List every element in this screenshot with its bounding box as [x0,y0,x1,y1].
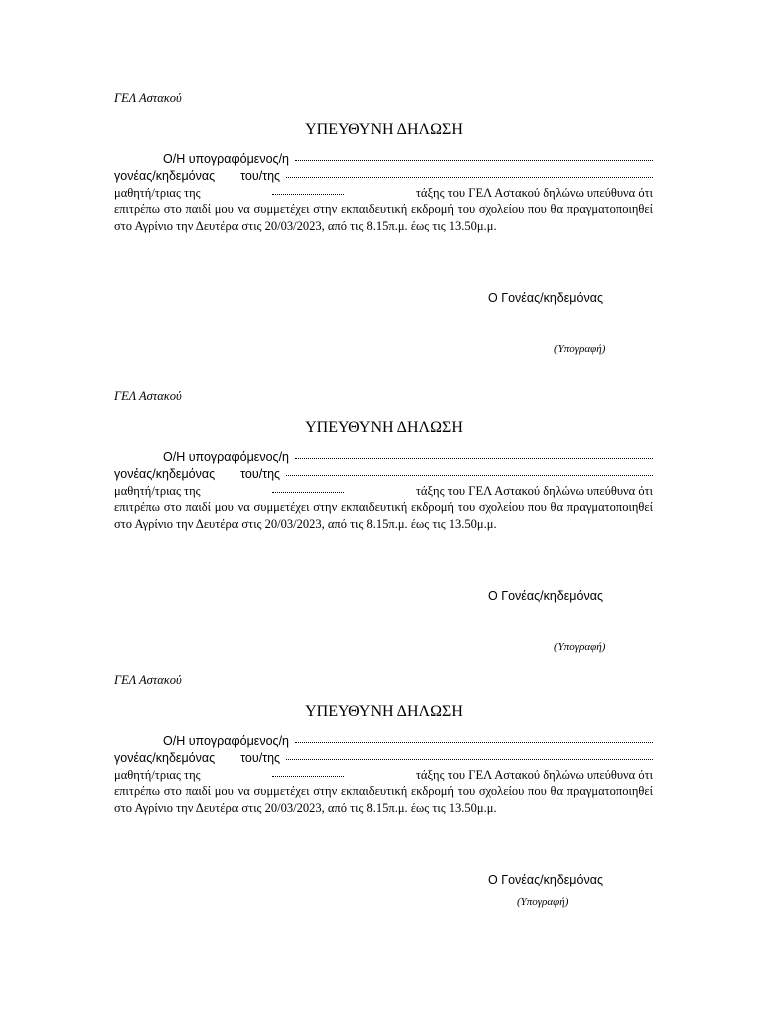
signatory-name-blank[interactable] [295,149,653,161]
student-name-blank[interactable] [286,166,653,178]
student-class-line [114,185,653,201]
guardian-line [114,168,653,184]
signatory-line [114,449,653,465]
signature-placeholder: (Υπογραφή) [554,641,606,653]
signatory-label: Ο/Η υπογραφόμενος/η [163,450,290,464]
school-name: ΓΕΛ Αστακού [114,673,182,687]
student-label: μαθητή/τριας της [114,484,201,498]
class-text: τάξης του ΓΕΛ Αστακού δηλώνω υπεύθυνα ότι [415,186,653,200]
school-name: ΓΕΛ Αστακού [114,91,182,105]
signatory-line [114,733,653,749]
form-title: ΥΠΕΥΘΥΝΗ ΔΗΛΩΣΗ [305,703,463,720]
student-name-blank[interactable] [286,464,653,476]
form-title: ΥΠΕΥΘΥΝΗ ΔΗΛΩΣΗ [305,419,463,436]
signatory-label: Ο/Η υπογραφόμενος/η [163,734,290,748]
of-label: του/της [240,751,281,765]
guardian-signature-label: Ο Γονέας/κηδεμόνας [488,589,603,603]
guardian-label: γονέας/κηδεμόνας [114,467,216,481]
class-text: τάξης του ΓΕΛ Αστακού δηλώνω υπεύθυνα ότι [415,768,653,782]
declaration-body: επιτρέπω στο παιδί μου να συμμετέχει στην εκπαιδευτική εκδρομή του σχολείου που θα πραγματοποιηθεί στο Αγρίνιο την Δευτέρα στις 20/03/2023, από τις 8.15π.μ. έως τις 13.50μ.μ. [114,784,653,815]
class-blank[interactable] [272,183,344,195]
of-label: του/της [240,169,281,183]
declaration-form-2 [0,389,768,679]
student-label: μαθητή/τριας της [114,768,201,782]
declaration-body: επιτρέπω στο παιδί μου να συμμετέχει στην εκπαιδευτική εκδρομή του σχολείου που θα πραγματοποιηθεί στο Αγρίνιο την Δευτέρα στις 20/03/2023, από τις 8.15π.μ. έως τις 13.50μ.μ. [114,500,653,531]
student-class-line [114,483,653,499]
guardian-label: γονέας/κηδεμόνας [114,751,216,765]
class-blank[interactable] [272,765,344,777]
guardian-signature-label: Ο Γονέας/κηδεμόνας [488,291,603,305]
school-name: ΓΕΛ Αστακού [114,389,182,403]
form-title: ΥΠΕΥΘΥΝΗ ΔΗΛΩΣΗ [305,121,463,138]
signatory-name-blank[interactable] [295,447,653,459]
signature-placeholder: (Υπογραφή) [554,343,606,355]
class-blank[interactable] [272,481,344,493]
signatory-line [114,151,653,167]
student-class-line [114,767,653,783]
signatory-label: Ο/Η υπογραφόμενος/η [163,152,290,166]
declaration-body: επιτρέπω στο παιδί μου να συμμετέχει στην εκπαιδευτική εκδρομή του σχολείου που θα πραγματοποιηθεί στο Αγρίνιο την Δευτέρα στις 20/03/2023, από τις 8.15π.μ. έως τις 13.50μ.μ. [114,202,653,233]
guardian-signature-label: Ο Γονέας/κηδεμόνας [488,873,603,887]
student-name-blank[interactable] [286,748,653,760]
guardian-line [114,466,653,482]
signatory-name-blank[interactable] [295,731,653,743]
signature-placeholder: (Υπογραφή) [517,896,569,908]
student-label: μαθητή/τριας της [114,186,201,200]
class-text: τάξης του ΓΕΛ Αστακού δηλώνω υπεύθυνα ότι [415,484,653,498]
declaration-form-3 [0,673,768,963]
declaration-form-1 [0,91,768,381]
guardian-line [114,750,653,766]
guardian-label: γονέας/κηδεμόνας [114,169,216,183]
of-label: του/της [240,467,281,481]
